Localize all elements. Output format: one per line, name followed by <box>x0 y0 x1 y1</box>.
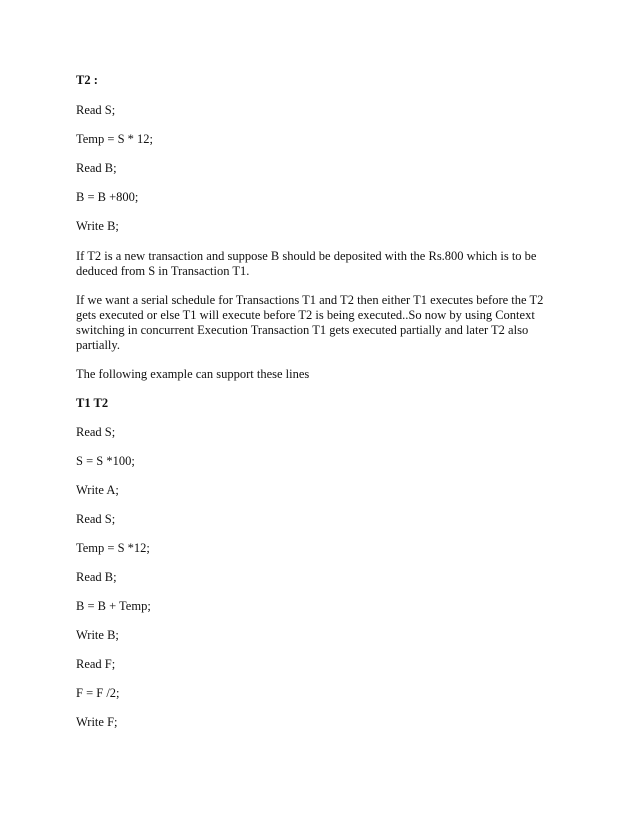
t1t2-line-10: F = F /2; <box>76 686 120 700</box>
heading-t1-t2: T1 T2 <box>76 396 109 410</box>
t1t2-line-7: B = B + Temp; <box>76 599 151 613</box>
t2-line-3: Read B; <box>76 161 117 175</box>
t1t2-line-9: Read F; <box>76 657 116 671</box>
para-2-line-3: switching in concurrent Execution Transaction T1 gets executed partially and later T2 also <box>76 323 529 337</box>
para-2-line-2: gets executed or else T1 will execute before T2 is being executed..So now by using Context <box>76 308 535 322</box>
t1t2-line-2: S = S *100; <box>76 454 135 468</box>
t1t2-line-8: Write B; <box>76 628 119 642</box>
para-2-line-4: partially. <box>76 338 120 352</box>
t2-line-5: Write B; <box>76 219 119 233</box>
t1t2-line-5: Temp = S *12; <box>76 541 150 555</box>
para-1-line-1: If T2 is a new transaction and suppose B should be deposited with the Rs.800 which is to be <box>76 249 537 263</box>
para-3: The following example can support these lines <box>76 367 310 381</box>
para-1-line-2: deduced from S in Transaction T1. <box>76 264 250 278</box>
t2-line-2: Temp = S * 12; <box>76 132 154 146</box>
t1t2-line-11: Write F; <box>76 715 118 729</box>
para-2-line-1: If we want a serial schedule for Transactions T1 and T2 then either T1 executes before the T2 <box>76 293 544 307</box>
t1t2-line-4: Read S; <box>76 512 116 526</box>
heading-t2: T2 : <box>76 73 98 87</box>
t1t2-line-6: Read B; <box>76 570 117 584</box>
t2-line-4: B = B +800; <box>76 190 139 204</box>
t1t2-line-3: Write A; <box>76 483 119 497</box>
t1t2-line-1: Read S; <box>76 425 116 439</box>
t2-line-1: Read S; <box>76 103 116 117</box>
